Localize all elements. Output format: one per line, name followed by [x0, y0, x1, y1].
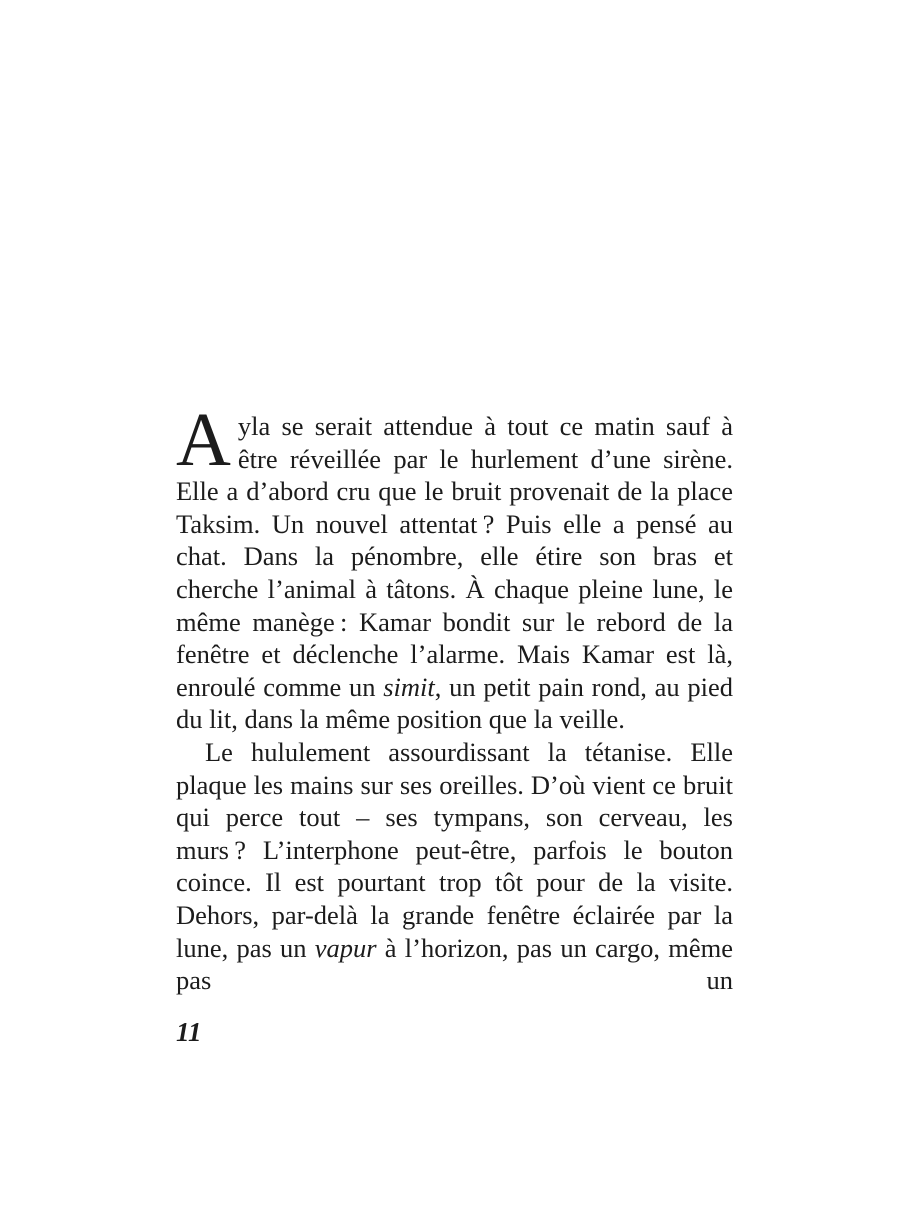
page-number: 11: [176, 1017, 202, 1047]
text-segment: yla se serait attendue à tout ce matin sauf à être réveillée par le hurlement d’une sirène. Elle a d’abord cru que le bruit provenait de la place Taksim. Un nouvel attentat ? Puis elle a pensé au chat. Dans la pénombre, elle étire son bras et cherche l’animal à tâtons. À chaque pleine lune, le même manège : Kamar bondit sur le rebord de la fenêtre et déclenche l’alarme. Mais Kamar est là, enroulé comme un: [176, 411, 733, 702]
text-segment: à l’horizon, pas un cargo, même pas un: [176, 932, 734, 996]
italic-term: vapur: [314, 932, 377, 963]
body-text: [176, 398, 734, 997]
paragraph-second: [176, 736, 733, 997]
paragraph-opening: [176, 398, 733, 736]
text-segment: , un petit pain rond, au pied du lit, dans la même position que la veille.: [176, 671, 733, 735]
drop-cap-letter: A: [176, 398, 231, 482]
italic-term: simit: [383, 671, 435, 702]
text-segment: Le hululement assourdissant la tétanise. Elle plaque les mains sur ses oreilles. D’où vient ce bruit qui perce tout – ses tympans, son cerveau, les murs ? L’interphone peut-être, parfois le bouton coince. Il est pourtant trop tôt pour de la visite. Dehors, par-delà la grande fenêtre éclairée par la lune, pas un: [176, 736, 733, 963]
